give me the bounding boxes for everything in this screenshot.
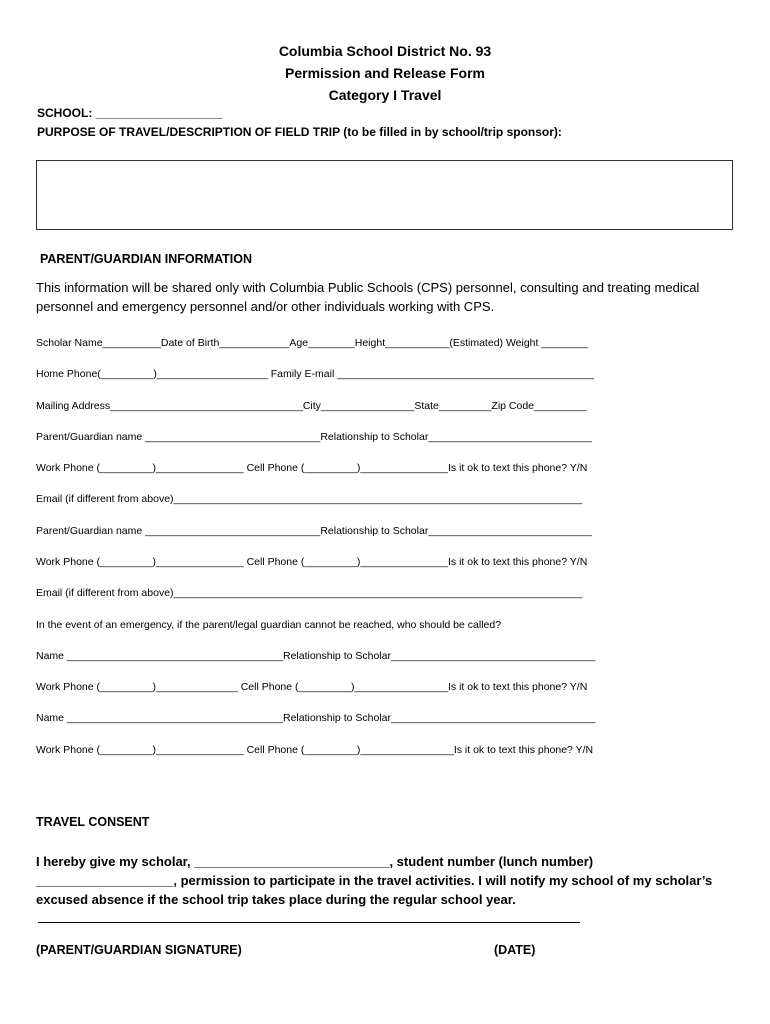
guardian2-name-row[interactable]: Parent/Guardian name ______________________________Relationship to Scholar____________________________ bbox=[36, 525, 592, 537]
emergency2-name-row[interactable]: Name _____________________________________Relationship to Scholar___________________________________ bbox=[36, 712, 596, 724]
signature-line[interactable] bbox=[38, 922, 580, 923]
emergency2-phone-row[interactable]: Work Phone (_________)_______________ Cell Phone (_________)________________Is it ok to text this phone? Y/N bbox=[36, 744, 594, 756]
guardian2-phone-row[interactable]: Work Phone (_________)_______________ Cell Phone (_________)_______________Is it ok to text this phone? Y/N bbox=[36, 556, 588, 568]
form-title: Permission and Release Form bbox=[285, 65, 485, 81]
school-field[interactable]: SCHOOL: ___________________ bbox=[37, 106, 223, 120]
emergency-question: In the event of an emergency, if the parent/legal guardian cannot be reached, who should be called? bbox=[36, 619, 502, 631]
travel-consent-title: TRAVEL CONSENT bbox=[36, 815, 150, 829]
guardian1-email-row[interactable]: Email (if different from above)______________________________________________________________________ bbox=[36, 493, 583, 505]
guardian2-email-row[interactable]: Email (if different from above)______________________________________________________________________ bbox=[36, 587, 583, 599]
consent-text: I hereby give my scholar, ___________________________, student number (lunch number) ___________________, permission to participate in the travel activities. I will notify my school of my scholar’s excused absence if the school trip takes place during the regular school year. bbox=[36, 854, 713, 907]
emergency1-name-row[interactable]: Name _____________________________________Relationship to Scholar___________________________________ bbox=[36, 650, 596, 662]
info-paragraph: This information will be shared only with Columbia Public Schools (CPS) personnel, consulting and treating medical personnel and emergency personnel and/or other individuals working with CPS. bbox=[36, 280, 700, 314]
form-header bbox=[0, 40, 770, 106]
signature-label: (PARENT/GUARDIAN SIGNATURE) bbox=[36, 943, 242, 957]
date-label: (DATE) bbox=[494, 943, 536, 957]
home-phone-row[interactable]: Home Phone(_________)___________________ Family E-mail ____________________________________________ bbox=[36, 368, 595, 380]
purpose-label: PURPOSE OF TRAVEL/DESCRIPTION OF FIELD TRIP (to be filled in by school/trip sponsor): bbox=[37, 125, 562, 139]
guardian1-phone-row[interactable]: Work Phone (_________)_______________ Cell Phone (_________)_______________Is it ok to text this phone? Y/N bbox=[36, 462, 588, 474]
district-title: Columbia School District No. 93 bbox=[278, 43, 492, 59]
scholar-info-row[interactable]: Scholar Name__________Date of Birth____________Age________Height___________(Estimated) Weight ________ bbox=[36, 337, 589, 349]
form-category: Category I Travel bbox=[328, 87, 442, 103]
parent-section-title: PARENT/GUARDIAN INFORMATION bbox=[40, 252, 253, 266]
emergency1-phone-row[interactable]: Work Phone (_________)______________ Cell Phone (_________)________________Is it ok to text this phone? Y/N bbox=[36, 681, 588, 693]
guardian1-name-row[interactable]: Parent/Guardian name ______________________________Relationship to Scholar____________________________ bbox=[36, 431, 592, 443]
mailing-address-row[interactable]: Mailing Address_________________________________City________________State_________Zip Code_________ bbox=[36, 400, 587, 412]
purpose-textbox[interactable] bbox=[36, 160, 733, 230]
